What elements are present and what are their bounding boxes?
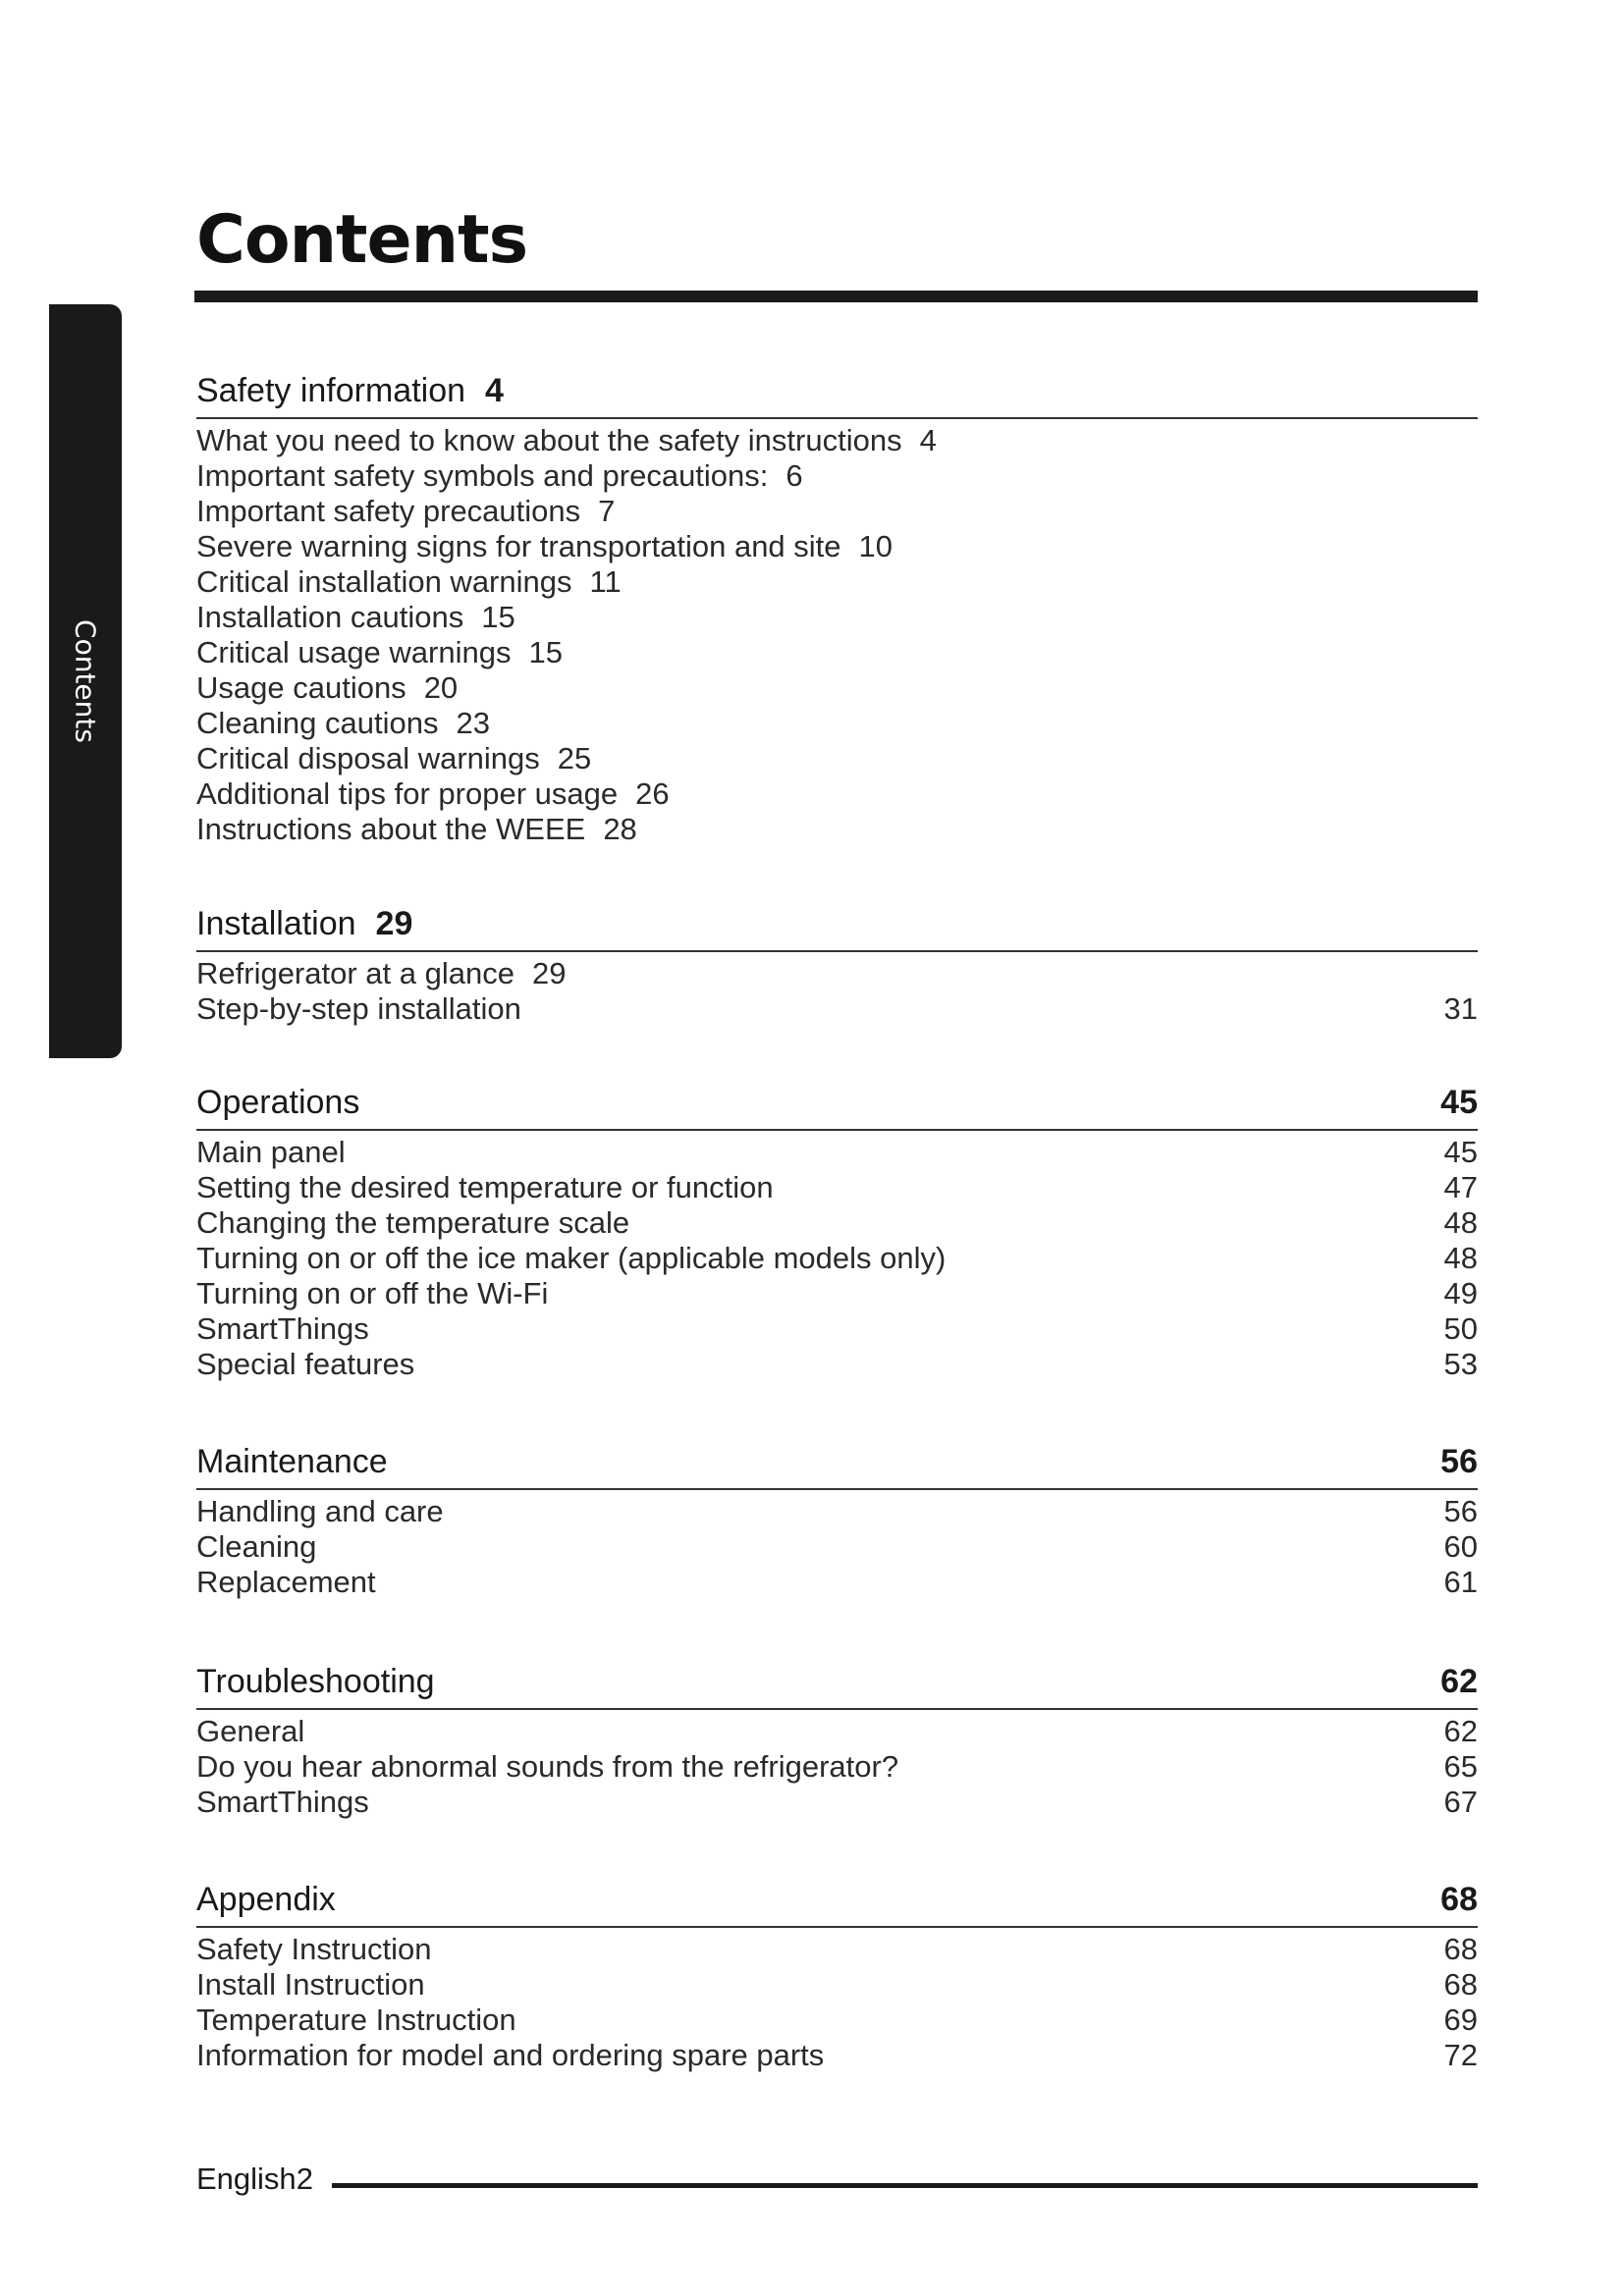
toc-entry[interactable] [196, 2002, 1478, 2038]
toc-entry[interactable] [196, 423, 1478, 458]
toc-entry-title [196, 529, 893, 564]
toc-entry-text: Severe warning signs for transportation and site [196, 529, 841, 563]
toc-entry-title [196, 635, 563, 670]
toc-entry-text: General [196, 1714, 305, 1748]
toc-entry-text: Usage cautions [196, 670, 406, 705]
toc-entry-page: 68 [1443, 1932, 1478, 1966]
toc-entry[interactable] [196, 776, 1478, 812]
toc-entry[interactable] [196, 1170, 1478, 1205]
footer-page-number: 2 [296, 2162, 313, 2196]
toc-entry-page: 47 [1443, 1170, 1478, 1204]
toc-entry[interactable] [196, 1749, 1478, 1785]
toc-entry-text: SmartThings [196, 1785, 369, 1819]
toc-entry[interactable] [196, 1494, 1478, 1529]
toc-entry-page: 26 [635, 776, 670, 811]
toc-entry-text: Critical usage warnings [196, 635, 512, 669]
toc-entry[interactable] [196, 1967, 1478, 2002]
toc-entry[interactable] [196, 1785, 1478, 1820]
toc-entry-page: 67 [1443, 1785, 1478, 1819]
toc-section-title [196, 1080, 359, 1125]
toc-entry-page: 68 [1443, 1967, 1478, 2002]
toc-entry-title [196, 494, 615, 529]
toc-entry-text: Information for model and ordering spare parts [196, 2038, 825, 2072]
toc-entry[interactable] [196, 1311, 1478, 1347]
toc-section-title-text: Operations [196, 1084, 360, 1121]
toc-entry-page: 31 [1443, 991, 1478, 1026]
toc-entry-title [196, 1785, 369, 1820]
toc-entry[interactable] [196, 741, 1478, 776]
toc-entry-page: 6 [785, 458, 803, 493]
toc-entry-page: 53 [1443, 1347, 1478, 1381]
footer-rule [332, 2183, 1478, 2188]
toc-entry-page: 10 [858, 529, 893, 563]
toc-section [196, 1080, 1478, 1382]
toc-section-title [196, 901, 412, 946]
toc-entry[interactable] [196, 1347, 1478, 1382]
footer-language: English [196, 2162, 297, 2196]
toc-entry-page: 60 [1443, 1529, 1478, 1564]
toc-entry-title [196, 1311, 369, 1347]
side-tab [49, 304, 122, 1058]
toc-entry-page: 11 [589, 564, 622, 599]
toc-section-title-text: Safety information [196, 372, 466, 409]
toc-section-title-text: Appendix [196, 1881, 336, 1918]
page-title: Contents [196, 201, 528, 279]
toc-entry-title [196, 2002, 516, 2038]
toc-section-page: 4 [485, 372, 504, 409]
toc-entry-title [196, 564, 622, 600]
toc-entry-page: 29 [531, 956, 567, 990]
toc-entry[interactable] [196, 670, 1478, 706]
toc-entry-page: 23 [456, 706, 490, 740]
toc-entry[interactable] [196, 706, 1478, 741]
title-rule [194, 291, 1478, 302]
toc-entry-text: Cleaning [196, 1529, 317, 1564]
toc-section [196, 368, 1478, 847]
toc-entry-title [196, 670, 458, 706]
toc-entry-title [196, 1347, 414, 1382]
toc-entry[interactable] [196, 564, 1478, 600]
toc-section-page: 56 [1440, 1443, 1478, 1480]
toc-entry[interactable] [196, 1276, 1478, 1311]
toc-entry-title [196, 1276, 548, 1311]
toc-entry-page: 50 [1443, 1311, 1478, 1346]
section-rule [196, 1708, 1478, 1710]
toc-section-title-text: Installation [196, 905, 356, 942]
section-rule [196, 417, 1478, 419]
toc-entry[interactable] [196, 2038, 1478, 2073]
toc-entry-text: Changing the temperature scale [196, 1205, 630, 1240]
toc-entry[interactable] [196, 1932, 1478, 1967]
toc-entry-text: Main panel [196, 1135, 346, 1169]
toc-section-page: 29 [375, 905, 413, 942]
toc-section-title-text: Troubleshooting [196, 1663, 435, 1700]
toc-entry-text: Temperature Instruction [196, 2002, 516, 2037]
toc-section-heading[interactable] [196, 1877, 1478, 1922]
toc-entry-page: 61 [1443, 1565, 1478, 1599]
toc-section-page: 62 [1440, 1663, 1478, 1700]
section-rule [196, 1488, 1478, 1490]
toc-entry-text: Instructions about the WEEE [196, 812, 586, 846]
toc-entry-title [196, 991, 521, 1027]
page-footer [196, 2160, 313, 2199]
toc-entry-text: What you need to know about the safety instructions [196, 423, 902, 457]
toc-section-page: 68 [1440, 1881, 1478, 1918]
toc-entry-text: Cleaning cautions [196, 706, 439, 740]
toc-entry-title [196, 1565, 376, 1600]
toc-entry-title [196, 1170, 774, 1205]
toc-entry-page: 48 [1443, 1205, 1478, 1240]
toc-entry-title [196, 600, 515, 635]
toc-section-title [196, 1439, 388, 1484]
toc-entry[interactable] [196, 529, 1478, 564]
toc-entry[interactable] [196, 1241, 1478, 1276]
toc-section-heading[interactable] [196, 1080, 1478, 1125]
toc-entry-text: Important safety precautions [196, 494, 581, 528]
toc-entry-page: 48 [1443, 1241, 1478, 1275]
toc-section [196, 1439, 1478, 1600]
toc-entry[interactable] [196, 991, 1478, 1027]
toc-entry-title [196, 1135, 346, 1170]
toc-entry-page: 15 [528, 635, 563, 669]
toc-entry[interactable] [196, 1205, 1478, 1241]
toc-entry[interactable] [196, 600, 1478, 635]
toc-entry-text: Additional tips for proper usage [196, 776, 619, 811]
toc-entry-title [196, 1529, 316, 1565]
toc-entry-text: SmartThings [196, 1311, 369, 1346]
toc-entry-page: 25 [557, 741, 592, 775]
toc-entry-title [196, 1205, 629, 1241]
toc-entry-page: 4 [919, 423, 937, 457]
toc-entry[interactable] [196, 635, 1478, 670]
toc-entry-page: 45 [1443, 1135, 1478, 1169]
toc-entry-text: Safety Instruction [196, 1932, 432, 1966]
toc-section [196, 1877, 1478, 2073]
toc-entry[interactable] [196, 1529, 1478, 1565]
toc-entry[interactable] [196, 1565, 1478, 1600]
toc-entry-text: Critical disposal warnings [196, 741, 540, 775]
toc-entry-text: Critical installation warnings [196, 564, 572, 599]
toc-entry[interactable] [196, 812, 1478, 847]
toc-entry[interactable] [196, 458, 1478, 494]
toc-entry-page: 20 [423, 670, 459, 705]
toc-entry-text: Special features [196, 1347, 415, 1381]
section-rule [196, 950, 1478, 952]
toc-entry-page: 49 [1443, 1276, 1478, 1310]
toc-section-heading[interactable] [196, 368, 1478, 413]
toc-entry-title [196, 741, 591, 776]
toc-section-title-text: Maintenance [196, 1443, 388, 1480]
toc-entry-page: 72 [1443, 2038, 1478, 2072]
toc-entry-text: Turning on or off the ice maker (applicable models only) [196, 1241, 947, 1275]
toc-entry-text: Turning on or off the Wi-Fi [196, 1276, 549, 1310]
toc-entry-text: Refrigerator at a glance [196, 956, 514, 990]
toc-entry[interactable] [196, 1135, 1478, 1170]
toc-entry[interactable] [196, 494, 1478, 529]
toc-entry-text: Important safety symbols and precautions: [196, 458, 769, 493]
toc-entry-text: Replacement [196, 1565, 376, 1599]
toc-entry-title [196, 1749, 898, 1785]
toc-section [196, 1659, 1478, 1820]
toc-entry-page: 62 [1443, 1714, 1478, 1748]
toc-entry-title [196, 2038, 824, 2073]
toc-entry-page: 65 [1443, 1749, 1478, 1784]
toc-section-title [196, 368, 504, 413]
toc-entry[interactable] [196, 956, 1478, 991]
toc-section [196, 901, 1478, 1027]
toc-section-heading[interactable] [196, 1439, 1478, 1484]
toc-entry-title [196, 776, 670, 812]
toc-entry-text: Setting the desired temperature or function [196, 1170, 774, 1204]
toc-entry-title [196, 706, 490, 741]
toc-entry-page: 15 [481, 600, 515, 634]
toc-section-title [196, 1659, 435, 1704]
toc-entry-title [196, 1494, 444, 1529]
toc-entry-title [196, 812, 637, 847]
toc-entry-text: Install Instruction [196, 1967, 425, 2002]
toc-entry-title [196, 423, 937, 458]
toc-entry-title [196, 1241, 946, 1276]
toc-section-heading[interactable] [196, 901, 1478, 946]
toc-entry-text: Step-by-step installation [196, 991, 521, 1026]
toc-entry-text: Handling and care [196, 1494, 444, 1528]
section-rule [196, 1926, 1478, 1928]
toc-entry-text: Do you hear abnormal sounds from the refrigerator? [196, 1749, 899, 1784]
side-tab-label: Contents [69, 619, 102, 743]
toc-entry-page: 7 [598, 494, 616, 528]
section-rule [196, 1129, 1478, 1131]
toc-section-title [196, 1877, 336, 1922]
toc-entry-page: 69 [1443, 2002, 1478, 2037]
toc-section-heading[interactable] [196, 1659, 1478, 1704]
toc-entry[interactable] [196, 1714, 1478, 1749]
toc-entry-page: 56 [1443, 1494, 1478, 1528]
toc-entry-title [196, 1932, 432, 1967]
toc-entry-title [196, 956, 566, 991]
toc-entry-page: 28 [603, 812, 637, 846]
toc-entry-text: Installation cautions [196, 600, 464, 634]
toc-entry-title [196, 458, 803, 494]
toc-entry-title [196, 1714, 304, 1749]
toc-section-page: 45 [1440, 1084, 1478, 1121]
toc-entry-title [196, 1967, 425, 2002]
